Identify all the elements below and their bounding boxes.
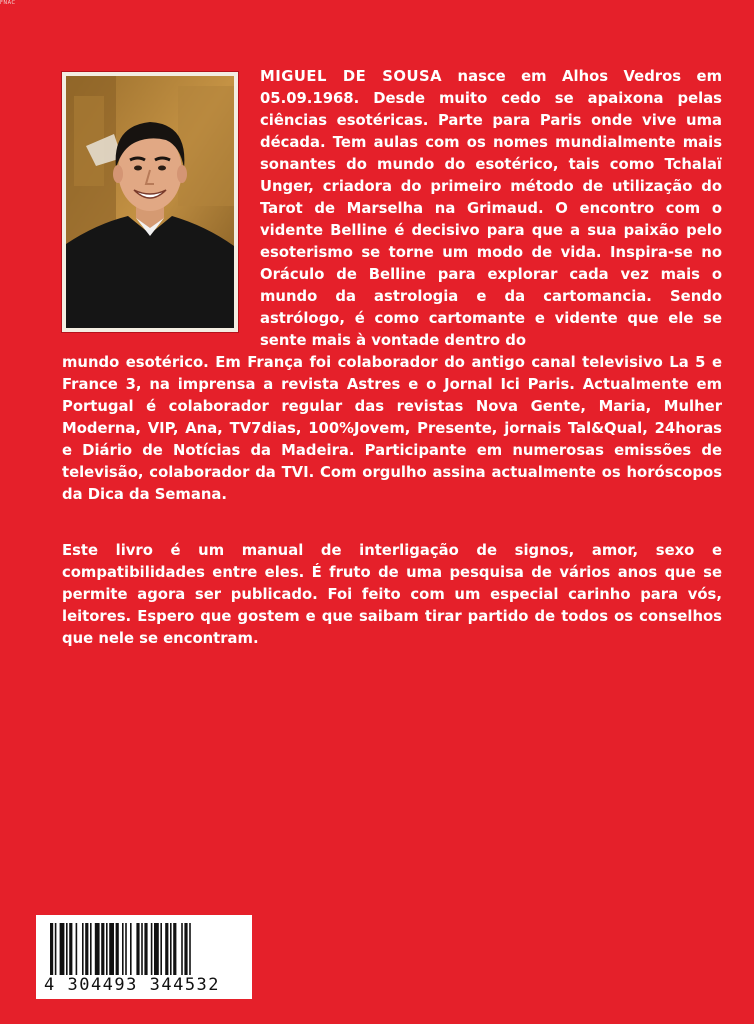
barcode-bar [165,923,168,975]
author-name: MIGUEL DE SOUSA [260,68,443,85]
barcode-bar [181,923,183,975]
corner-mark: FNAC [0,0,16,6]
barcode-bar [90,923,92,975]
barcode-bar [69,923,72,975]
barcode-bar [101,923,104,975]
barcode-bar [109,923,114,975]
author-portrait-image [66,76,234,328]
barcode-bar [125,923,127,975]
barcode-bar [160,923,162,975]
barcode-bar [82,923,84,975]
author-photo [62,72,238,332]
barcode-bar [170,923,172,975]
barcode-bar [154,923,159,975]
barcode-bars [50,923,242,975]
barcode-bar [116,923,119,975]
barcode-bar [85,923,88,975]
author-bio-text: nasce em Alhos Vedros em 05.09.1968. Desde muito cedo se apaixona pelas ciências esotéricas. Parte para Paris onde vive uma década. Tem aulas com os nomes mundialmente mais sonantes do mundo do esotérico, tais como Tchalaï Unger, criadora do primeiro método de utilização do Tarot de Marselha na Grimaud. O encontro com o vidente Belline é decisivo para que a sua paixão pelo esoterismo se torne um modo de vida. Inspira-se no Oráculo de Belline para explorar cada vez mais o mundo da astrologia e da cartomancia. Sendo astrólogo, é como cartomante e vidente que ele se sente mais à vontade dentro do [260,68,722,349]
barcode-bar [55,923,57,975]
barcode [36,915,252,999]
barcode-bar [95,923,100,975]
book-description: Este livro é um manual de interligação de signos, amor, sexo e compatibilidades entre eles. É fruto de uma pesquisa de vários anos que se permite agora ser publicado. Foi feito com um especial carinho para vós, leitores. Espero que gostem e que saibam tirar partido de todos os conselhos que nele se encontram. [62,542,722,647]
barcode-bar [189,923,191,975]
barcode-bar [144,923,147,975]
author-bio-continued: mundo esotérico. Em França foi colaborador do antigo canal televisivo La 5 e France 3, na imprensa a revista Astres e o Jornal Ici Paris. Actualmente em Portugal é colaborador regular das revistas Nova Gente, Maria, Mulher Moderna, VIP, Ana, TV7dias, 100%Jovem, Presente, jornais Tal&Qual, 24horas e Diário de Notícias da Madeira. Participante em numerosas emissões de televisão, colaborador da TVI. Com orgulho assina actualmente os horóscopos da Dica da Semana. [62,354,722,503]
barcode-bar [60,923,65,975]
barcode-bar [50,923,53,975]
barcode-bar [106,923,108,975]
barcode-bar [173,923,176,975]
barcode-bar [76,923,78,975]
author-bio-intro [260,66,722,352]
barcode-bar [141,923,143,975]
barcode-bar [122,923,124,975]
barcode-bar [66,923,68,975]
barcode-bar [151,923,153,975]
barcode-bar [184,923,187,975]
barcode-bar [130,923,132,975]
barcode-bar [136,923,139,975]
barcode-digits: 4 304493 344532 [44,975,221,995]
